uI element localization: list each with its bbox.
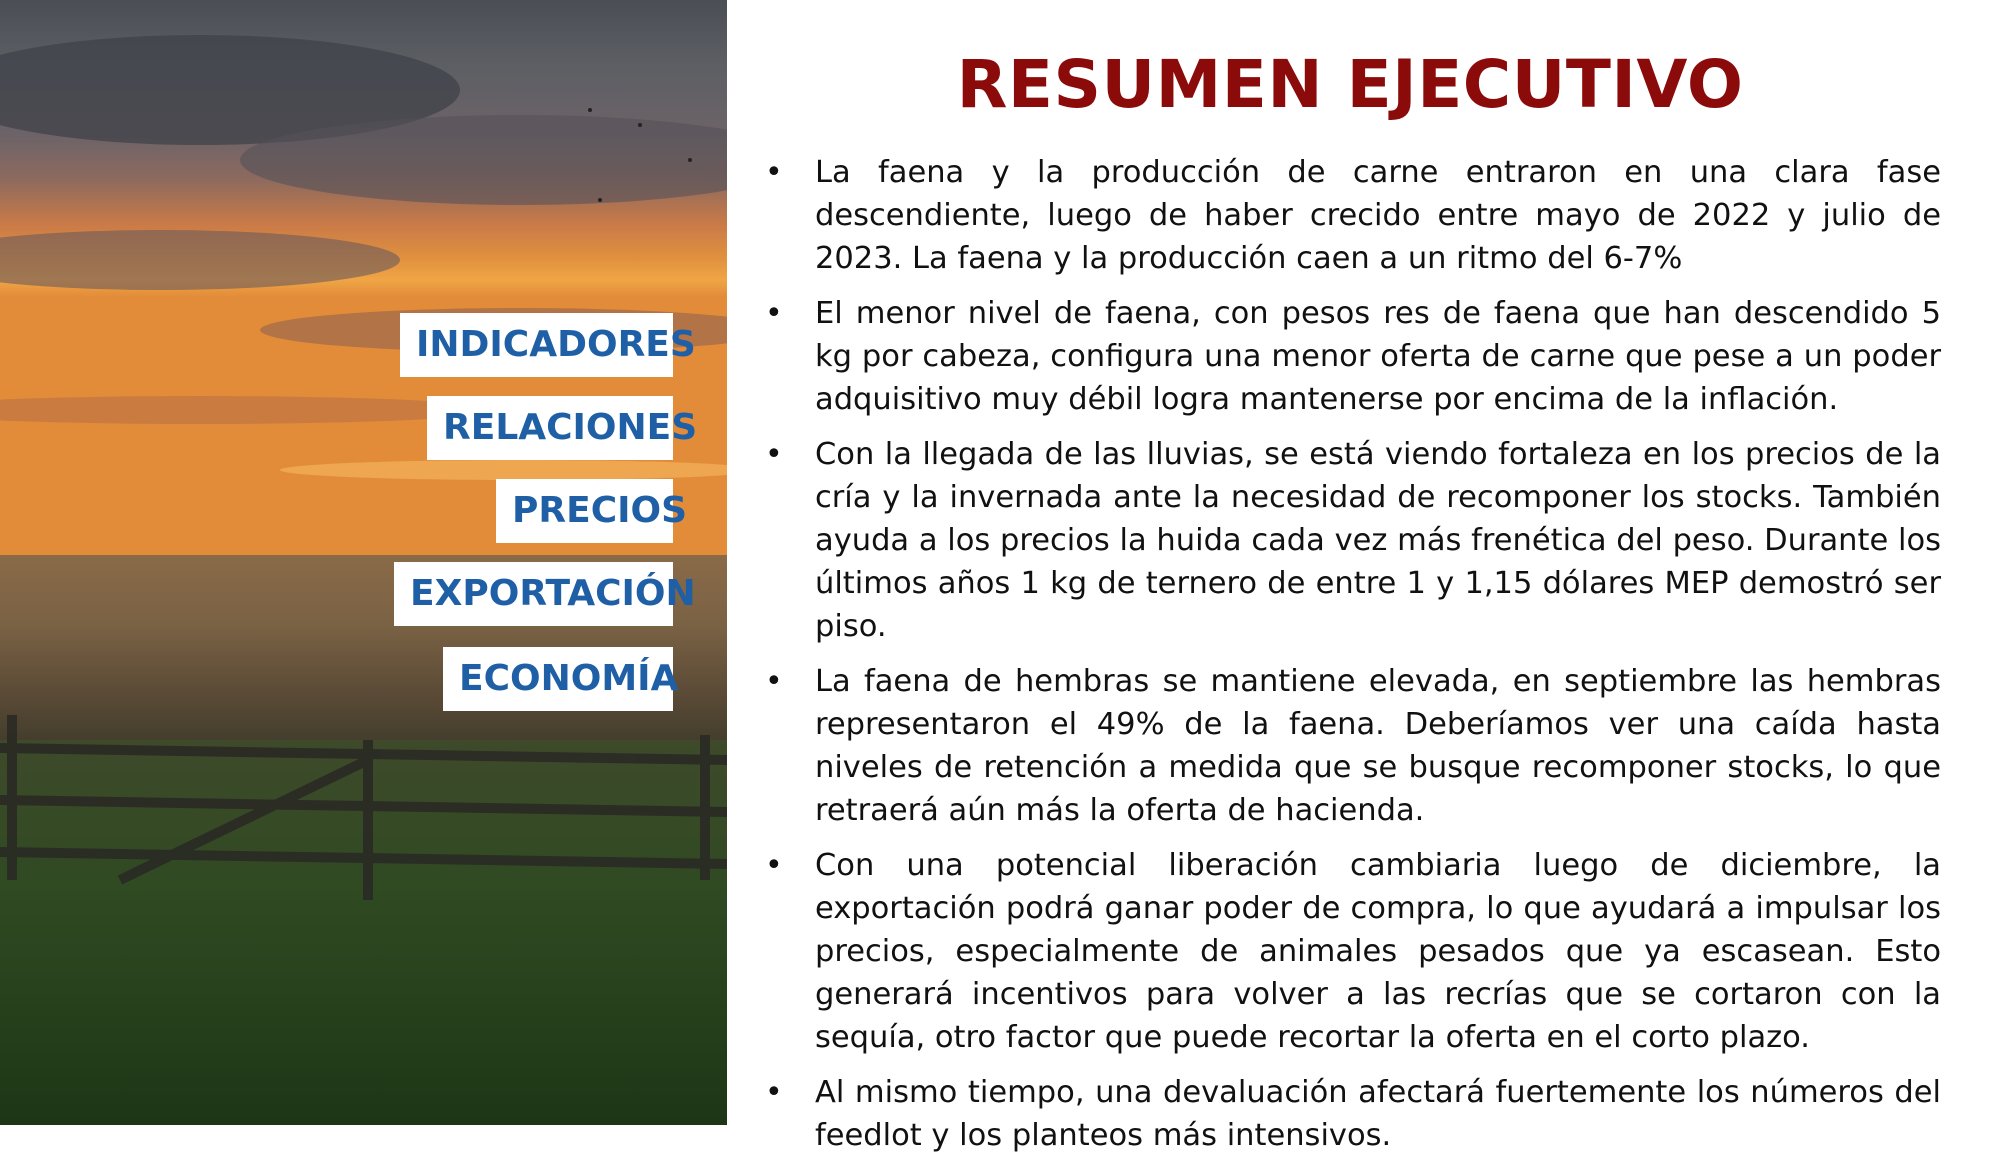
nav-button-relaciones[interactable]: RELACIONES — [427, 396, 673, 460]
list-item-text: Al mismo tiempo, una devaluación afectará fuertemente los números del feedlot y los planteos más intensivos. — [815, 1075, 1941, 1153]
list-item — [765, 292, 1941, 421]
page-title: RESUMEN EJECUTIVO — [956, 46, 1744, 123]
list-item-text: La faena y la producción de carne entraron en una clara fase descendiente, luego de haber crecido entre mayo de 2022 y julio de 2023. La faena y la producción caen a un ritmo del 6-7% — [815, 155, 1941, 276]
bullet-icon: • — [765, 437, 783, 472]
list-item — [765, 660, 1941, 832]
bullet-icon: • — [765, 1075, 783, 1110]
bullet-icon: • — [765, 848, 783, 883]
nav-button-indicadores[interactable]: INDICADORES — [400, 313, 673, 377]
bullet-icon: • — [765, 296, 783, 331]
list-item — [765, 433, 1941, 648]
nav-button-exportacion[interactable]: EXPORTACIÓN — [394, 562, 673, 626]
nav-button-precios[interactable]: PRECIOS — [496, 479, 673, 543]
list-item-text: Con la llegada de las lluvias, se está viendo fortaleza en los precios de la cría y la invernada ante la necesidad de recomponer los stocks. También ayuda a los precios la huida cada vez más frenética del peso. Durante los últimos años 1 kg de ternero de entre 1 y 1,15 dólares MEP demostró ser piso. — [815, 437, 1941, 644]
bullet-icon: • — [765, 664, 783, 699]
nav-button-economia[interactable]: ECONOMÍA — [443, 647, 673, 711]
list-item-text: Con una potencial liberación cambiaria luego de diciembre, la exportación podrá ganar poder de compra, lo que ayudará a impulsar los precios, especialmente de animales pesados que ya escasean. Esto generará incentivos para volver a las recrías que se cortaron con la sequía, otro factor que puede recortar la oferta en el corto plazo. — [815, 848, 1941, 1055]
list-item — [765, 844, 1941, 1059]
list-item — [765, 151, 1941, 280]
list-item-text: El menor nivel de faena, con pesos res de faena que han descendido 5 kg por cabeza, configura una menor oferta de carne que pese a un poder adquisitivo muy débil logra mantenerse por encima de la inflación. — [815, 296, 1941, 417]
list-item — [765, 1071, 1941, 1157]
bullet-icon: • — [765, 155, 783, 190]
list-item-text: La faena de hembras se mantiene elevada, en septiembre las hembras representaron el 49% de la faena. Deberíamos ver una caída hasta niveles de retención a medida que se busque recomponer stocks, lo que retraerá aún más la oferta de hacienda. — [815, 664, 1941, 828]
summary-bullet-list — [765, 151, 1941, 1169]
